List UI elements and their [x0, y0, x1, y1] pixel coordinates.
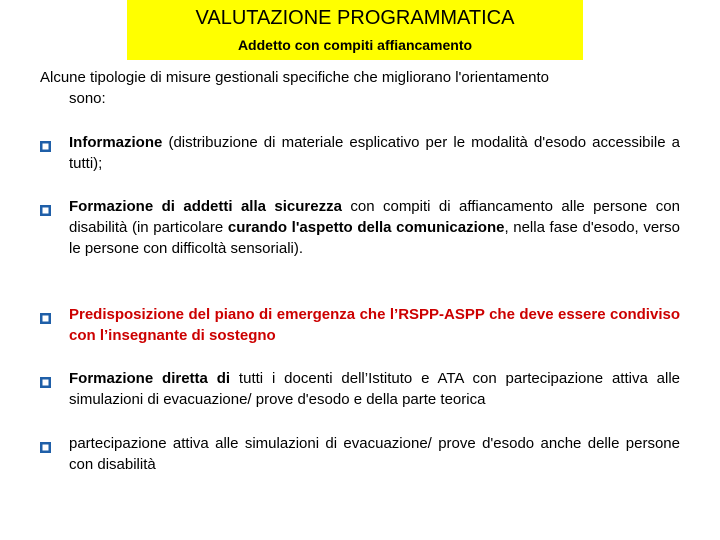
list-item-text: [69, 132, 680, 174]
intro-paragraph: [40, 67, 690, 109]
checkbox-bullet-icon: [40, 373, 51, 384]
list-item: [40, 304, 680, 346]
title-box: [127, 0, 583, 60]
checkbox-bullet-icon: [40, 438, 51, 449]
list-item-text: [69, 368, 680, 410]
list-item-text: [69, 196, 680, 259]
checkbox-bullet-icon: [40, 137, 51, 148]
item-bold-label: Formazione di addetti alla sicurezza: [69, 198, 342, 215]
page-title: VALUTAZIONE PROGRAMMATICA: [195, 7, 515, 29]
item-bold-emphasis: curando l'aspetto della comunicazione: [227, 219, 505, 236]
item-text: con compiti di affiancamento alle persone con disabilità (in particolare: [69, 198, 680, 236]
intro-line-2: sono:: [69, 90, 106, 107]
item-highlight-text: Predisposizione del piano di emergenza che l’RSPP-ASPP che deve essere condiviso con l’insegnante di sostegno: [69, 306, 680, 344]
item-text: partecipazione attiva alle simulazioni di evacuazione/ prove d'esodo anche delle persone con disabilità: [69, 435, 680, 473]
checkbox-bullet-icon: [40, 309, 51, 320]
checkbox-bullet-icon: [40, 201, 51, 212]
list-item: [40, 132, 680, 174]
item-bold-label: Formazione diretta di: [69, 370, 231, 387]
item-text: (distribuzione di materiale esplicativo per le modalità d'esodo accessibile a tutti);: [69, 134, 680, 172]
intro-line-1: Alcune tipologie di misure gestionali specifiche che migliorano l'orientamento: [40, 69, 549, 86]
list-item-text: [69, 304, 680, 346]
page-subtitle: Addetto con compiti affiancamento: [237, 37, 473, 53]
list-item-text: [69, 433, 680, 475]
list-item: [40, 368, 680, 410]
item-bold-label: Informazione: [69, 134, 163, 151]
list-item: [40, 433, 680, 475]
list-item: [40, 196, 680, 259]
item-text: tutti i docenti dell’Istituto e ATA con partecipazione attiva alle simulazioni di evacuazione/ prove d'esodo e della parte teorica: [69, 370, 680, 408]
item-text-end: , nella fase d'esodo, verso le persone con difficoltà sensoriali).: [69, 219, 680, 257]
